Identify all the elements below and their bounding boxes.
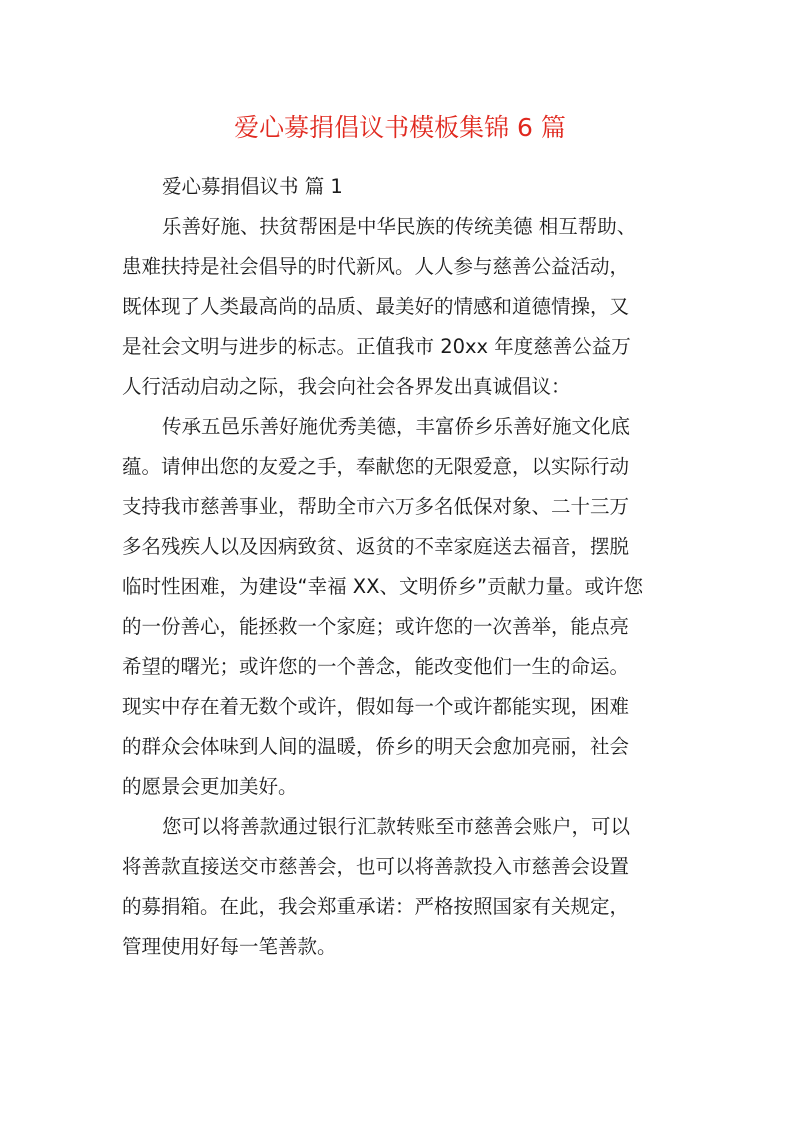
paragraph-line: 蕴。请伸出您的友爱之手，奉献您的无限爱意，以实际行动 [122,455,630,478]
paragraph-line: 管理使用好每一笔善款。 [122,935,337,958]
paragraph-line: 患难扶持是社会倡导的时代新风。人人参与慈善公益活动， [122,255,630,278]
paragraph-3 [122,807,682,967]
paragraph-line: 人行活动启动之际，我会向社会各界发出真诚倡议： [122,375,571,398]
paragraph-line: 乐善好施、扶贫帮困是中华民族的传统美德 相互帮助、 [162,215,637,238]
paragraph-2 [122,407,682,807]
paragraph-line: 传承五邑乐善好施优秀美德，丰富侨乡乐善好施文化底 [162,415,631,438]
paragraph-line: 的一份善心，能拯救一个家庭；或许您的一次善举，能点亮 [122,615,630,638]
paragraph-line: 既体现了人类最高尚的品质、最美好的情感和道德情操，又 [122,295,630,318]
paragraph-line: 的群众会体味到人间的温暖，侨乡的明天会愈加亮丽，社会 [122,735,630,758]
paragraph-line: 将善款直接送交市慈善会，也可以将善款投入市慈善会设置 [122,855,630,878]
document-title: 爱心募捐倡议书模板集锦 6 篇 [234,113,566,142]
paragraph-line: 的募捐箱。在此，我会郑重承诺：严格按照国家有关规定， [122,895,630,918]
paragraph-line: 支持我市慈善事业，帮助全市六万多名低保对象、二十三万 [122,495,630,518]
section-heading: 爱心募捐倡议书 篇 1 [162,175,343,198]
paragraph-line: 的愿景会更加美好。 [122,775,298,798]
paragraph-line: 您可以将善款通过银行汇款转账至市慈善会账户，可以 [162,815,631,838]
paragraph-line: 现实中存在着无数个或许，假如每一个或许都能实现，困难 [122,695,630,718]
paragraph-line: 临时性困难，为建设“幸福 XX、文明侨乡”贡献力量。或许您 [122,575,644,598]
paragraph-1 [122,207,682,407]
paragraph-line: 希望的曙光；或许您的一个善念，能改变他们一生的命运。 [122,655,630,678]
paragraph-line: 是社会文明与进步的标志。正值我市 20xx 年度慈善公益万 [122,335,631,358]
paragraph-line: 多名残疾人以及因病致贫、返贫的不幸家庭送去福音，摆脱 [122,535,630,558]
document-body [122,167,682,967]
